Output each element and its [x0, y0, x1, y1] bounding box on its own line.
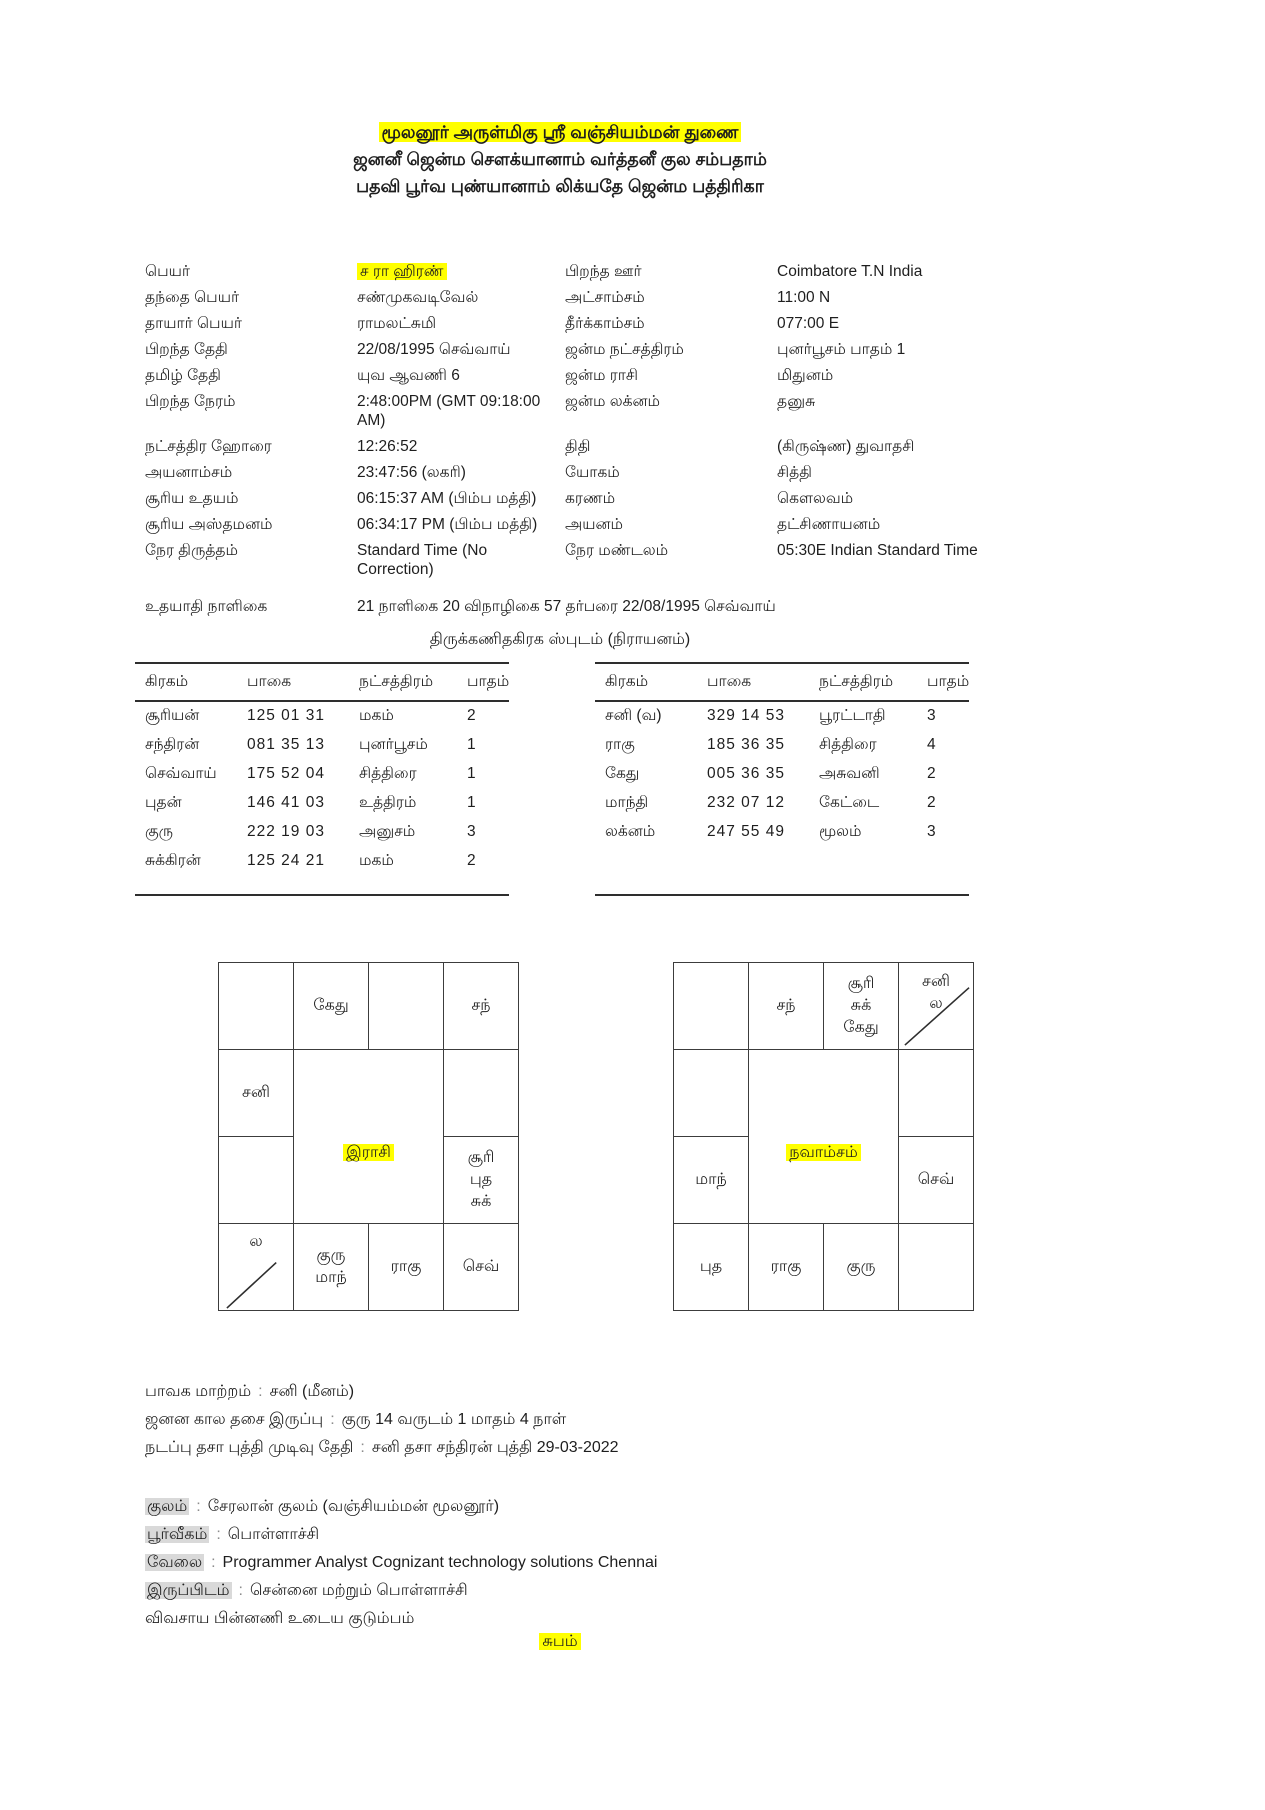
graha-nakshatra: சித்திரை [819, 736, 877, 753]
detail-value: யுவ ஆவணி 6 [357, 367, 460, 384]
rasi-cell-kanni: செவ் [444, 1224, 519, 1311]
separator: : [216, 1526, 221, 1543]
dasa-row [145, 1410, 619, 1430]
col-header-nakshatra: நட்சத்திரம் [359, 673, 434, 690]
planet-row [595, 789, 969, 818]
rasi-cell-meenam [219, 963, 294, 1050]
graha-nakshatra: மகம் [359, 852, 394, 869]
blessing-line [0, 122, 1120, 142]
col-header-graha: கிரகம் [605, 673, 649, 690]
graha-nakshatra: சித்திரை [359, 765, 417, 782]
col-header-degrees: பாகை [707, 673, 752, 690]
detail-value: சண்முகவடிவேல் [357, 289, 479, 306]
rasi-chart-title: இராசி [343, 1144, 394, 1161]
graha-nakshatra: அசுவனி [819, 765, 880, 782]
rasi-cell-kumbam: சனி [219, 1050, 294, 1137]
planet-table-right [595, 662, 969, 896]
detail-value: ராமலட்சுமி [357, 315, 437, 332]
col-header-degrees: பாகை [247, 673, 292, 690]
family-value: சேரலான் குலம் (வஞ்சியம்மன் மூலனூர்) [207, 1498, 500, 1515]
graha-name: கேது [605, 765, 640, 782]
planet-table-header [135, 664, 509, 702]
rasi-cell-mithunam: சந் [444, 963, 519, 1050]
detail-label: சூரிய உதயம் [145, 490, 239, 507]
planet-row [135, 702, 509, 731]
detail-label: நட்சத்திர ஹோரை [145, 438, 272, 455]
detail-label: ஜன்ம ராசி [565, 367, 638, 384]
sloka-line-1: ஜனனீ ஜென்ம சௌக்யானாம் வர்த்தனீ குல சம்பதாம் [353, 149, 767, 169]
planet-table-left [135, 662, 509, 896]
navamsam-chart-center [749, 1050, 899, 1224]
graha-degrees: 222 19 03 [247, 823, 325, 840]
rasi-cell-simmam: சூரி புத சுக் [444, 1137, 519, 1224]
family-row [145, 1497, 657, 1517]
graha-padam: 1 [467, 794, 476, 811]
graha-degrees: 005 36 35 [707, 765, 785, 782]
planet-table-title: திருக்கணிதகிரக ஸ்புடம் (நிராயனம்) [429, 631, 691, 648]
detail-label: தந்தை பெயர் [145, 289, 240, 306]
navamsam-cell-kadagam [899, 1050, 974, 1137]
rasi-cell-mesham: கேது [294, 963, 369, 1050]
detail-label: கரணம் [565, 490, 616, 507]
detail-label: தமிழ் தேதி [145, 367, 221, 384]
graha-nakshatra: புனர்பூசம் [359, 736, 428, 753]
family-label: வேலை [147, 1554, 203, 1571]
detail-label: உதயாதி நாளிகை [145, 598, 268, 615]
family-value: Programmer Analyst Cognizant technology solutions Chennai [222, 1554, 658, 1571]
navamsam-cell-mithunam-lagna: சனி ல [899, 963, 974, 1050]
graha-padam: 4 [927, 736, 936, 753]
separator: : [196, 1498, 201, 1515]
dasa-row [145, 1438, 619, 1458]
family-value: சென்னை மற்றும் பொள்ளாச்சி [249, 1582, 468, 1599]
planet-row [135, 731, 509, 760]
graha-nakshatra: பூரட்டாதி [819, 707, 886, 724]
birth-details-grid [145, 262, 1087, 616]
detail-label: பிறந்த ஊர் [565, 263, 642, 280]
graha-degrees: 125 01 31 [247, 707, 325, 724]
family-label: குலம் [147, 1498, 188, 1515]
separator: : [360, 1439, 365, 1456]
detail-value: 12:26:52 [357, 438, 418, 455]
graha-nakshatra: உத்திரம் [359, 794, 417, 811]
family-value: பொள்ளாச்சி [227, 1526, 320, 1543]
graha-name: சுக்கிரன் [145, 852, 201, 869]
graha-name: புதன் [145, 794, 182, 811]
detail-value: மிதுனம் [777, 367, 834, 384]
navamsam-cell-mesham: சந் [749, 963, 824, 1050]
graha-degrees: 125 24 21 [247, 852, 325, 869]
detail-label: திதி [565, 438, 591, 455]
detail-label: நேர திருத்தம் [145, 542, 238, 559]
detail-value: 077:00 E [777, 315, 840, 332]
graha-degrees: 175 52 04 [247, 765, 325, 782]
rasi-chart-center [294, 1050, 444, 1224]
dasa-label: பாவக மாற்றம் [145, 1383, 252, 1400]
graha-nakshatra: மகம் [359, 707, 394, 724]
detail-label: சூரிய அஸ்தமனம் [145, 516, 273, 533]
detail-label: பிறந்த நேரம் [145, 393, 236, 410]
detail-label: யோகம் [565, 464, 620, 481]
graha-padam: 2 [467, 707, 476, 724]
detail-value: (கிருஷ்ண) துவாதசி [777, 438, 915, 455]
separator: : [330, 1411, 335, 1428]
graha-degrees: 185 36 35 [707, 736, 785, 753]
dasa-summary [145, 1382, 619, 1466]
detail-label: பிறந்த தேதி [145, 341, 228, 358]
dasa-value: சனி தசா சந்திரன் புத்தி 29-03-2022 [371, 1439, 619, 1456]
navamsam-cell-meenam [674, 963, 749, 1050]
rasi-cell-rishabam [369, 963, 444, 1050]
closing-line [0, 1632, 1120, 1652]
detail-label: பெயர் [145, 263, 190, 280]
graha-padam: 2 [467, 852, 476, 869]
detail-value: புனர்பூசம் பாதம் 1 [777, 341, 906, 358]
graha-degrees: 232 07 12 [707, 794, 785, 811]
navamsam-cell-dhanusu: புத [674, 1224, 749, 1311]
graha-name: சூரியன் [145, 707, 200, 724]
sloka-line-2: பதவி பூர்வ புண்யானாம் லிக்யதே ஜென்ம பத்திரிகா [356, 176, 764, 196]
graha-padam: 3 [927, 823, 936, 840]
detail-value: தட்சிணாயனம் [777, 516, 881, 533]
family-row [145, 1553, 657, 1573]
navamsam-cell-rishabam: சூரி சுக் கேது [824, 963, 899, 1050]
graha-name: லக்னம் [605, 823, 656, 840]
spacer [145, 586, 1087, 590]
detail-label: தீர்க்காம்சம் [565, 315, 645, 332]
navamsam-cell-simmam: செவ் [899, 1137, 974, 1224]
detail-value: 05:30E Indian Standard Time [777, 542, 978, 559]
dasa-value: சனி (மீனம்) [269, 1383, 355, 1400]
graha-name: ராகு [605, 736, 635, 753]
graha-name: சந்திரன் [145, 736, 200, 753]
planet-row [595, 760, 969, 789]
rasi-cell-thulam: ராகு [369, 1224, 444, 1311]
detail-label: அயனம் [565, 516, 624, 533]
detail-value: 06:34:17 PM (பிம்ப மத்தி) [357, 516, 538, 533]
rasi-cell-dhanusu-lagna: ல [219, 1224, 294, 1311]
separator: : [211, 1554, 216, 1571]
col-header-padam: பாதம் [927, 673, 970, 690]
graha-padam: 3 [927, 707, 936, 724]
rasi-cell-magaram [219, 1137, 294, 1224]
dasa-value: குரு 14 வருடம் 1 மாதம் 4 நாள் [341, 1411, 567, 1428]
dasa-label: ஜனன கால தசை இருப்பு [145, 1411, 324, 1428]
separator: : [258, 1383, 263, 1400]
planet-row [135, 818, 509, 847]
subam-highlight: சுபம் [539, 1633, 580, 1650]
graha-padam: 2 [927, 794, 936, 811]
graha-degrees: 081 35 13 [247, 736, 325, 753]
udayadhi-nazhigai-value: 21 நாளிகை 20 விநாழிகை 57 தர்பரை 22/08/1995 செவ்வாய் [357, 598, 776, 615]
graha-padam: 1 [467, 765, 476, 782]
dasa-row [145, 1382, 619, 1402]
family-note: விவசாய பின்னணி உடைய குடும்பம் [145, 1610, 415, 1627]
family-row [145, 1525, 657, 1545]
detail-value: 22/08/1995 செவ்வாய் [357, 341, 511, 358]
detail-label: அட்சாம்சம் [565, 289, 645, 306]
detail-label: ஜன்ம லக்னம் [565, 393, 661, 410]
detail-value: Standard Time (No Correction) [357, 542, 488, 578]
planet-row [135, 847, 509, 876]
family-details [145, 1497, 657, 1637]
detail-label: தாயார் பெயர் [145, 315, 242, 332]
col-header-nakshatra: நட்சத்திரம் [819, 673, 894, 690]
planet-row [595, 731, 969, 760]
family-label: இருப்பிடம் [147, 1582, 230, 1599]
planet-row [135, 760, 509, 789]
detail-value: 23:47:56 (லகரி) [357, 464, 466, 481]
col-header-graha: கிரகம் [145, 673, 189, 690]
detail-value: Coimbatore T.N India [777, 263, 923, 280]
graha-name: செவ்வாய் [145, 765, 217, 782]
graha-nakshatra: கேட்டை [819, 794, 880, 811]
planet-row [595, 702, 969, 731]
dasa-label: நடப்பு தசா புத்தி முடிவு தேதி [145, 1439, 354, 1456]
graha-degrees: 247 55 49 [707, 823, 785, 840]
detail-value: கௌலவம் [777, 490, 854, 507]
graha-nakshatra: மூலம் [819, 823, 862, 840]
rasi-cell-viruchigam: குரு மாந் [294, 1224, 369, 1311]
graha-padam: 3 [467, 823, 476, 840]
graha-padam: 1 [467, 736, 476, 753]
navamsam-cell-thulam: குரு [824, 1224, 899, 1311]
graha-degrees: 329 14 53 [707, 707, 785, 724]
detail-value [357, 262, 565, 281]
document-header [0, 122, 1120, 203]
separator: : [238, 1582, 243, 1599]
family-label: பூர்வீகம் [147, 1526, 208, 1543]
graha-nakshatra: அனுசம் [359, 823, 416, 840]
detail-value: தனுசு [777, 393, 816, 410]
detail-value: சித்தி [777, 464, 812, 481]
graha-degrees: 146 41 03 [247, 794, 325, 811]
graha-name: சனி (வ) [605, 707, 662, 724]
navamsam-cell-magaram: மாந் [674, 1137, 749, 1224]
navamsam-cell-viruchigam: ராகு [749, 1224, 824, 1311]
navamsam-cell-kumbam [674, 1050, 749, 1137]
navamsam-chart [673, 962, 974, 1311]
graha-name: குரு [145, 823, 174, 840]
detail-value: 2:48:00PM (GMT 09:18:00 AM) [357, 393, 541, 429]
planet-row [135, 789, 509, 818]
navamsam-cell-kanni [899, 1224, 974, 1311]
graha-padam: 2 [927, 765, 936, 782]
detail-label: ஜன்ம நட்சத்திரம் [565, 341, 684, 358]
navamsam-chart-title: நவாம்சம் [786, 1144, 861, 1161]
blessing-highlight: மூலனூர் அருள்மிகு ஸ்ரீ வஞ்சியம்மன் துணை [379, 122, 742, 142]
native-name-highlight: ச ரா ஹிரண் [357, 263, 447, 280]
detail-value: 11:00 N [777, 289, 831, 306]
detail-label: நேர மண்டலம் [565, 542, 669, 559]
planet-table-header [595, 664, 969, 702]
detail-label: அயனாம்சம் [145, 464, 233, 481]
rasi-chart [218, 962, 519, 1311]
graha-name: மாந்தி [605, 794, 649, 811]
col-header-padam: பாதம் [467, 673, 510, 690]
detail-value: 06:15:37 AM (பிம்ப மத்தி) [357, 490, 537, 507]
planet-row [595, 818, 969, 847]
rasi-cell-kadagam [444, 1050, 519, 1137]
family-row [145, 1581, 657, 1601]
